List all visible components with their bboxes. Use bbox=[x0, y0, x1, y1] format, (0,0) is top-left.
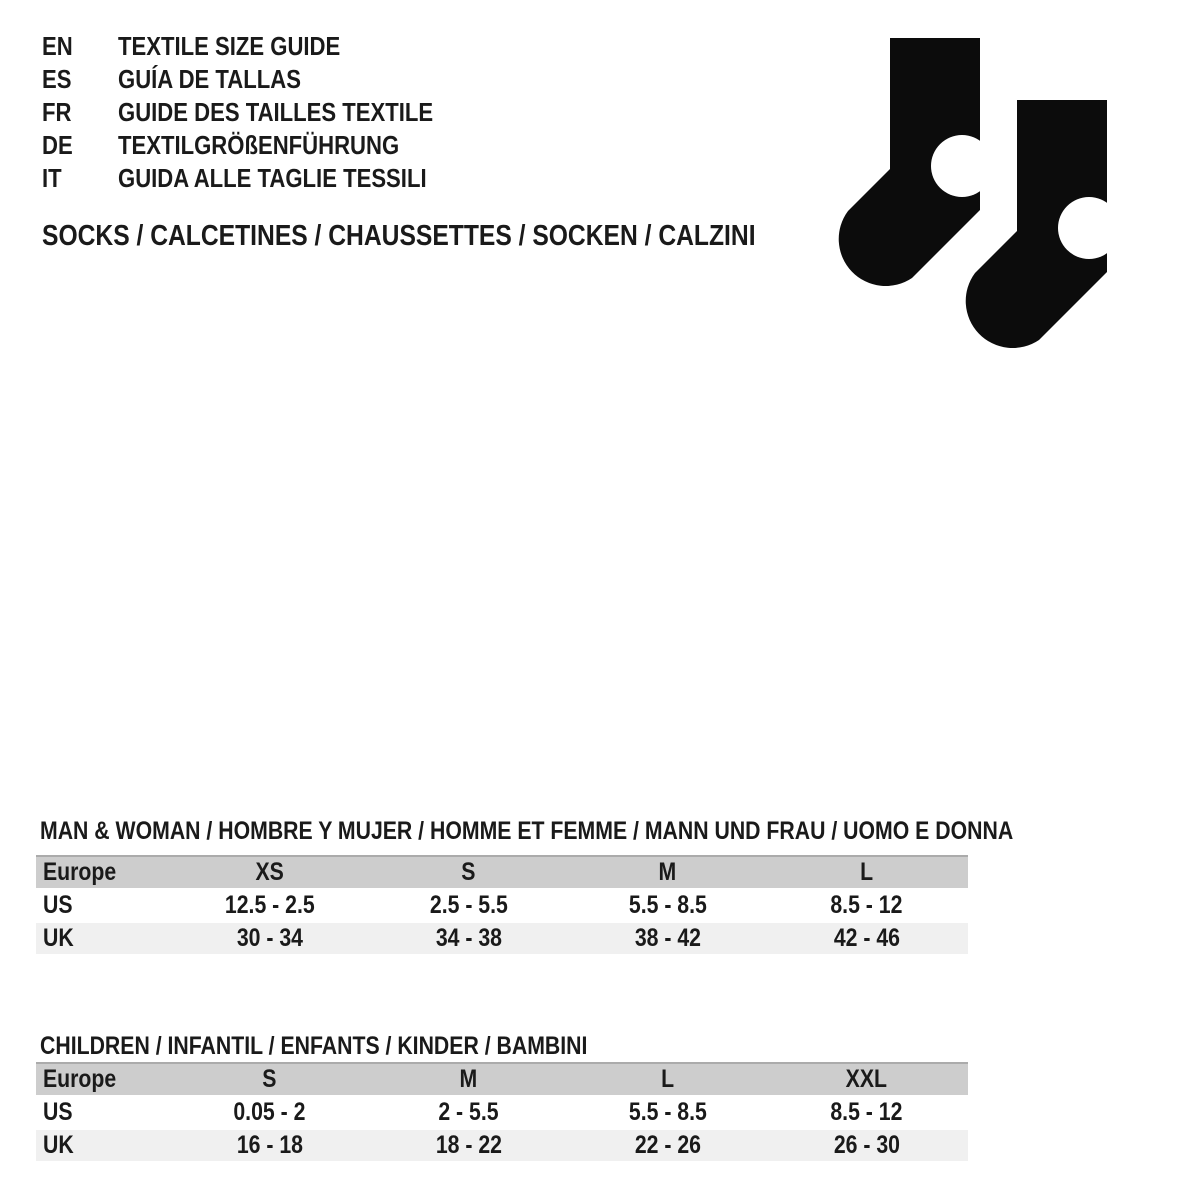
column-header-text: M bbox=[658, 858, 677, 886]
table-cell bbox=[568, 923, 767, 954]
table-title-text: MAN & WOMAN / HOMBRE Y MUJER / HOMME ET FEMME / MANN UND FRAU / UOMO E DONNA bbox=[40, 817, 1014, 845]
column-header bbox=[369, 1064, 568, 1095]
row-label bbox=[36, 890, 170, 921]
table-cell bbox=[767, 1130, 966, 1161]
table-cell bbox=[568, 1097, 767, 1128]
cell-text: 34 - 38 bbox=[435, 924, 502, 952]
cell-text: 0.05 - 2 bbox=[233, 1098, 306, 1126]
column-header-text: XXL bbox=[845, 1065, 888, 1093]
table-header-row bbox=[36, 1062, 968, 1095]
table-cell bbox=[767, 1097, 966, 1128]
language-row bbox=[42, 63, 489, 96]
language-code: IT bbox=[42, 163, 62, 193]
language-title: GUIDE DES TAILLES TEXTILE bbox=[118, 97, 434, 127]
column-header bbox=[170, 857, 369, 888]
table-title bbox=[40, 1033, 684, 1059]
table-title bbox=[40, 818, 1185, 844]
language-title: GUIDA ALLE TAGLIE TESSILI bbox=[118, 163, 427, 193]
column-header-text: S bbox=[262, 1065, 277, 1093]
cell-text: 30 - 34 bbox=[236, 924, 303, 952]
column-header bbox=[767, 1064, 966, 1095]
table-cell bbox=[767, 923, 966, 954]
language-code: DE bbox=[42, 130, 73, 160]
row-label-text: US bbox=[43, 1098, 73, 1126]
table-cell bbox=[170, 1097, 369, 1128]
table-cell bbox=[369, 1097, 568, 1128]
column-header bbox=[767, 857, 966, 888]
language-code: EN bbox=[42, 31, 73, 61]
language-row bbox=[42, 96, 489, 129]
column-header bbox=[568, 1064, 767, 1095]
cell-text: 8.5 - 12 bbox=[830, 891, 903, 919]
table-row bbox=[36, 1130, 968, 1161]
column-header bbox=[369, 857, 568, 888]
product-category-line bbox=[42, 220, 881, 253]
column-header-text: M bbox=[459, 1065, 478, 1093]
table-row bbox=[36, 923, 968, 954]
product-category-text: SOCKS / CALCETINES / CHAUSSETTES / SOCKEN / CALZINI bbox=[42, 220, 756, 252]
table-row bbox=[36, 1097, 968, 1128]
language-row bbox=[42, 30, 489, 63]
size-table-children bbox=[36, 1062, 968, 1163]
column-header-text: XS bbox=[255, 858, 284, 886]
column-header-text: Europe bbox=[43, 1065, 117, 1093]
language-row bbox=[42, 162, 489, 195]
table-cell bbox=[369, 1130, 568, 1161]
language-list bbox=[42, 30, 489, 195]
column-header-text: S bbox=[461, 858, 476, 886]
table-cell bbox=[767, 890, 966, 921]
cell-text: 2.5 - 5.5 bbox=[429, 891, 508, 919]
cell-text: 5.5 - 8.5 bbox=[628, 891, 707, 919]
row-label-text: US bbox=[43, 891, 73, 919]
cell-text: 18 - 22 bbox=[435, 1131, 502, 1159]
cell-text: 16 - 18 bbox=[236, 1131, 303, 1159]
column-header-text: Europe bbox=[43, 858, 117, 886]
size-table-man-woman bbox=[36, 855, 968, 956]
cell-text: 22 - 26 bbox=[634, 1131, 701, 1159]
column-header-text: L bbox=[661, 1065, 674, 1093]
language-title: TEXTILGRÖßENFÜHRUNG bbox=[118, 130, 400, 160]
cell-text: 5.5 - 8.5 bbox=[628, 1098, 707, 1126]
language-title: GUÍA DE TALLAS bbox=[118, 64, 301, 94]
row-label-text: UK bbox=[43, 924, 74, 952]
column-header-text: L bbox=[860, 858, 873, 886]
language-title: TEXTILE SIZE GUIDE bbox=[118, 31, 341, 61]
cell-text: 12.5 - 2.5 bbox=[224, 891, 315, 919]
table-title-text: CHILDREN / INFANTIL / ENFANTS / KINDER / BAMBINI bbox=[40, 1032, 588, 1060]
table-cell bbox=[170, 890, 369, 921]
language-code: ES bbox=[42, 64, 72, 94]
row-label bbox=[36, 923, 170, 954]
table-cell bbox=[369, 890, 568, 921]
column-header bbox=[568, 857, 767, 888]
table-cell bbox=[568, 1130, 767, 1161]
socks-icon bbox=[800, 30, 1130, 360]
language-code: FR bbox=[42, 97, 72, 127]
cell-text: 38 - 42 bbox=[634, 924, 701, 952]
cell-text: 8.5 - 12 bbox=[830, 1098, 903, 1126]
language-row bbox=[42, 129, 489, 162]
table-cell bbox=[369, 923, 568, 954]
column-header bbox=[36, 1064, 170, 1095]
table-cell bbox=[170, 1130, 369, 1161]
cell-text: 42 - 46 bbox=[833, 924, 900, 952]
row-label-text: UK bbox=[43, 1131, 74, 1159]
table-header-row bbox=[36, 855, 968, 888]
column-header bbox=[36, 857, 170, 888]
table-cell bbox=[568, 890, 767, 921]
table-cell bbox=[170, 923, 369, 954]
row-label bbox=[36, 1130, 170, 1161]
column-header bbox=[170, 1064, 369, 1095]
row-label bbox=[36, 1097, 170, 1128]
cell-text: 2 - 5.5 bbox=[438, 1098, 499, 1126]
table-row bbox=[36, 890, 968, 921]
cell-text: 26 - 30 bbox=[833, 1131, 900, 1159]
